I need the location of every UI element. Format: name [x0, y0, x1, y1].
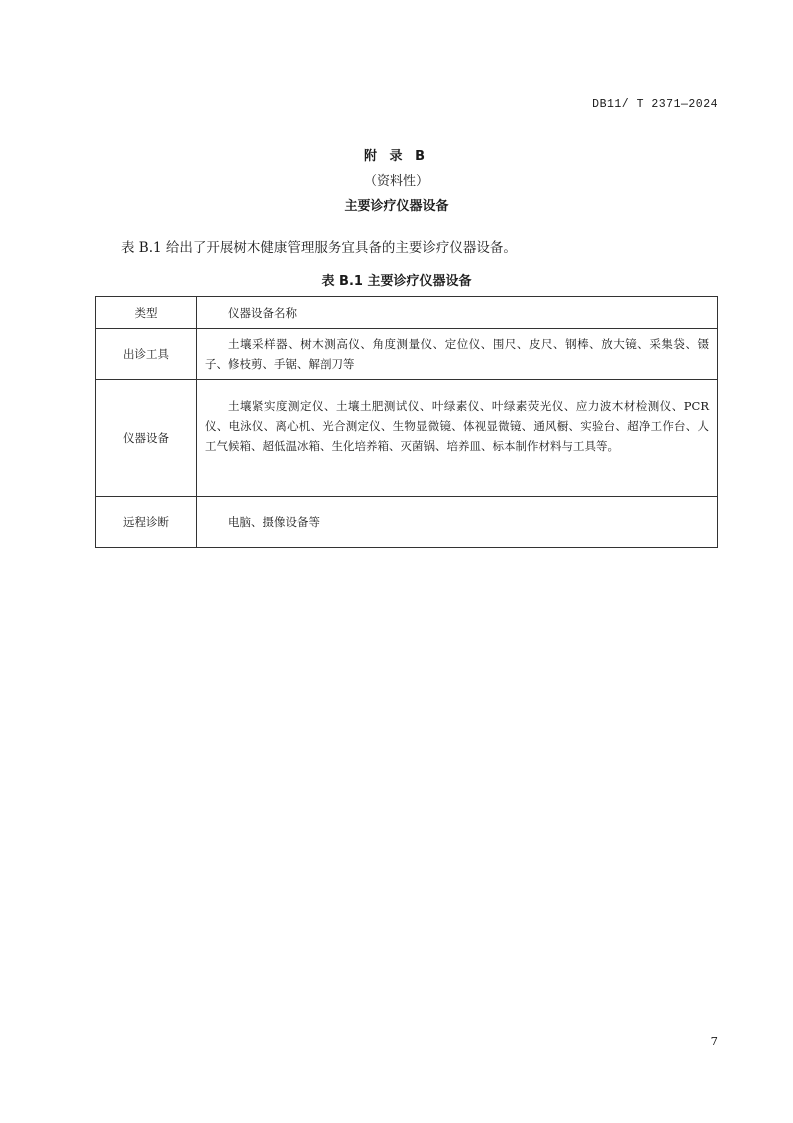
header-name: 仪器设备名称 — [197, 297, 718, 329]
appendix-title: 附 录 B — [364, 149, 429, 164]
page-number: 7 — [710, 1034, 718, 1048]
table-header-row — [96, 297, 718, 329]
standard-code: DB11/ T 2371—2024 — [592, 98, 718, 111]
table-row — [96, 497, 718, 548]
equipment-table — [95, 296, 718, 548]
row-items: 土壤紧实度测定仪、土壤土肥测试仪、叶绿素仪、叶绿素荧光仪、应力波木材检测仪、PCR 仪、电泳仪、离心机、光合测定仪、生物显微镜、体视显微镜、通风橱、实验台、超净工作台、人工气候箱、超低温冰箱、生化培养箱、灭菌锅、培养皿、标本制作材料与工具等。 — [197, 380, 718, 497]
header-type: 类型 — [96, 297, 197, 329]
row-type: 远程诊断 — [96, 497, 197, 548]
table-row — [96, 329, 718, 380]
row-type: 仪器设备 — [96, 380, 197, 497]
row-type: 出诊工具 — [96, 329, 197, 380]
intro-paragraph: 表 B.1 给出了开展树木健康管理服务宜具备的主要诊疗仪器设备。 — [121, 240, 517, 256]
appendix-subject: 主要诊疗仪器设备 — [344, 199, 449, 214]
row-items: 土壤采样器、树木测高仪、角度测量仪、定位仪、围尺、皮尺、钢棒、放大镜、采集袋、镊子、修枝剪、手锯、解剖刀等 — [197, 329, 718, 380]
table-caption: 表 B.1 主要诊疗仪器设备 — [321, 274, 472, 289]
row-items: 电脑、摄像设备等 — [197, 497, 718, 548]
table-row — [96, 380, 718, 497]
appendix-nature: （资料性） — [363, 174, 429, 189]
